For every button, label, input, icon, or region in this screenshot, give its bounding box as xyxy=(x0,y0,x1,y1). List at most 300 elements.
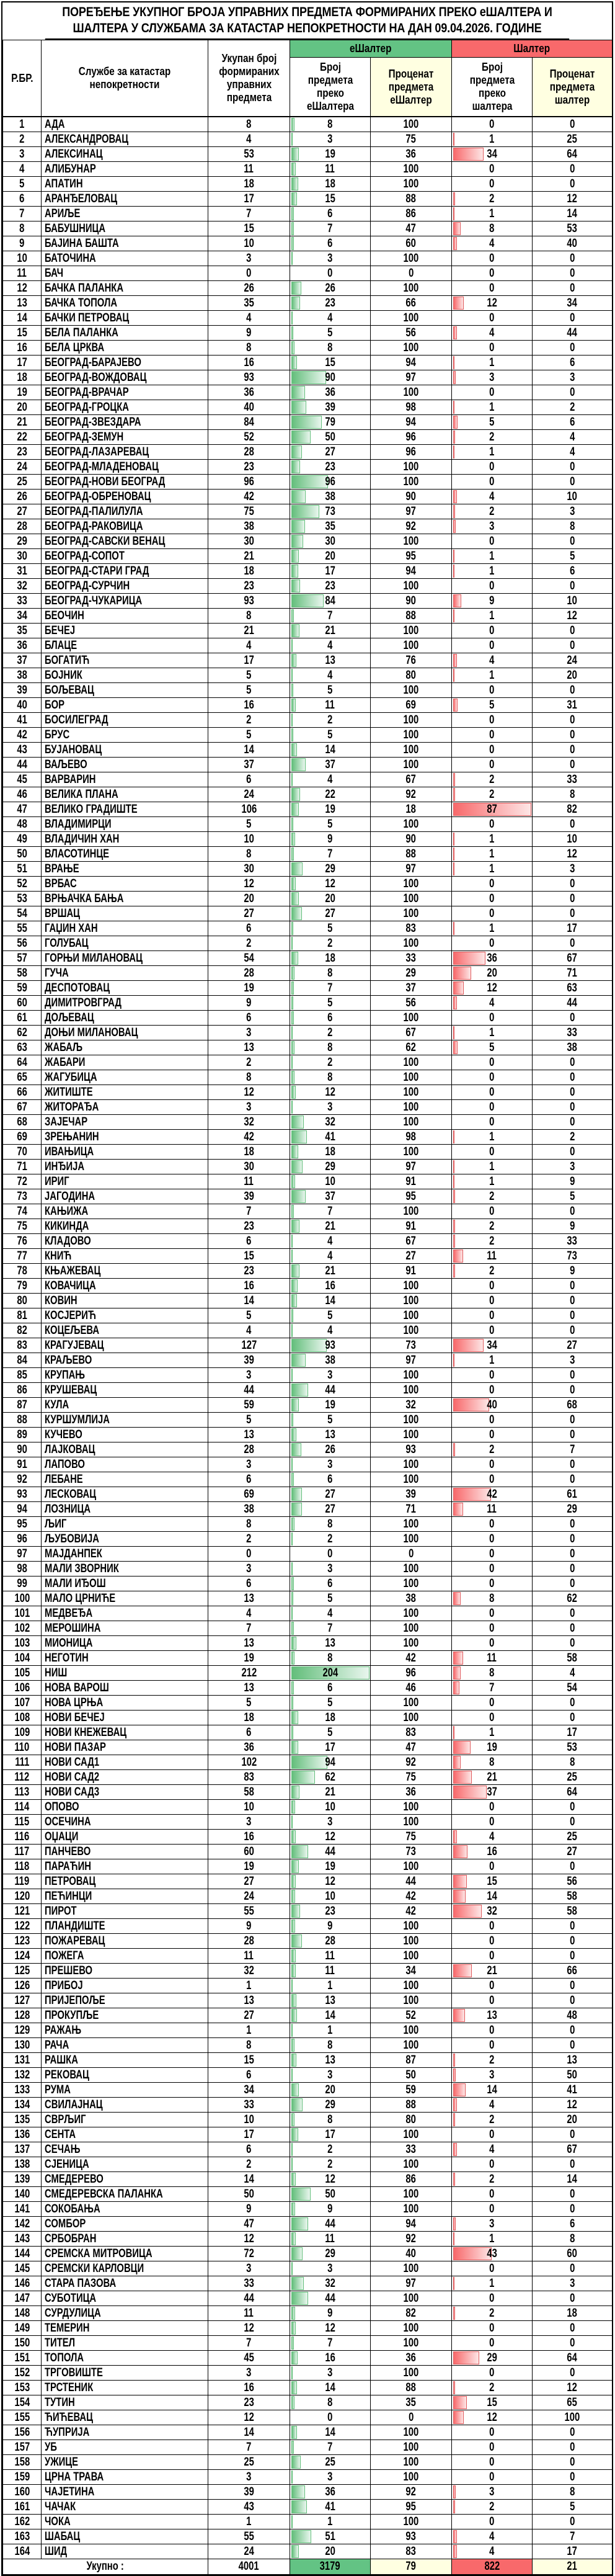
value-s: 1 xyxy=(489,207,495,220)
shalter-data-bar xyxy=(453,2381,455,2394)
cell-e-count xyxy=(290,1562,371,1576)
cell-rbr xyxy=(3,921,42,936)
cell-e-count xyxy=(290,132,371,147)
value-total: 6 xyxy=(246,1011,252,1024)
cell-s-percent xyxy=(533,296,613,311)
value-ep: 100 xyxy=(403,1204,419,1218)
value-n: 8 xyxy=(19,221,25,235)
cell-rbr xyxy=(3,1204,42,1219)
table-row xyxy=(3,1130,613,1145)
value-name: РАЖАЊ xyxy=(45,2023,82,2037)
eshalter-data-bar xyxy=(291,1086,296,1099)
shalter-data-bar xyxy=(453,1666,461,1679)
value-e: 13 xyxy=(325,2053,335,2067)
table-row xyxy=(3,892,613,906)
cell-rbr xyxy=(3,1711,42,1725)
shalter-data-bar xyxy=(453,192,455,205)
value-s: 12 xyxy=(487,981,497,995)
cell-office-name xyxy=(42,906,208,921)
cell-office-name xyxy=(42,1413,208,1428)
cell-s-percent xyxy=(533,1219,613,1234)
value-n: 125 xyxy=(14,1964,30,1977)
table-row xyxy=(3,1457,613,1472)
value-sp: 8 xyxy=(569,2485,575,2498)
value-ep: 100 xyxy=(403,877,419,890)
cell-office-name xyxy=(42,2261,208,2276)
value-ep: 42 xyxy=(405,1889,417,1903)
table-row xyxy=(3,1338,613,1353)
value-total: 93 xyxy=(244,594,254,607)
cell-s-count xyxy=(452,1279,533,1294)
value-ep: 100 xyxy=(403,162,419,176)
cell-s-percent xyxy=(533,2381,613,2395)
cell-s-count xyxy=(452,2202,533,2217)
value-n: 103 xyxy=(14,1636,30,1650)
value-sp: 100 xyxy=(564,2410,580,2424)
cell-office-name xyxy=(42,490,208,504)
value-sp: 0 xyxy=(569,2515,575,2528)
eshalter-data-bar xyxy=(291,2322,296,2335)
value-e: 8 xyxy=(327,966,333,980)
cell-rbr xyxy=(3,594,42,609)
value-total: 37 xyxy=(244,758,254,771)
cell-total xyxy=(208,1874,290,1889)
value-sp: 0 xyxy=(569,1711,575,1724)
value-n: 81 xyxy=(17,1308,27,1322)
value-n: 113 xyxy=(14,1785,30,1799)
value-name: ШИД xyxy=(45,2544,68,2558)
value-ep: 69 xyxy=(405,698,417,712)
cell-office-name xyxy=(42,1338,208,1353)
cell-s-count xyxy=(452,1398,533,1413)
cell-e-percent xyxy=(371,1889,452,1904)
value-name: ПОЖАРЕВАЦ xyxy=(45,1934,105,1948)
value-name: ГОЛУБАЦ xyxy=(45,936,89,950)
value-s: 0 xyxy=(489,1308,495,1322)
cell-e-percent xyxy=(371,2023,452,2038)
eshalter-data-bar xyxy=(291,207,294,220)
cell-e-count xyxy=(290,356,371,370)
table-row xyxy=(3,1547,613,1562)
value-name: ПРИЈЕПОЉЕ xyxy=(45,1993,105,2007)
eshalter-data-bar xyxy=(291,1458,293,1471)
cell-office-name xyxy=(42,772,208,787)
value-s: 1 xyxy=(489,1353,495,1367)
value-name: КЛАДОВО xyxy=(45,1234,91,1248)
table-row xyxy=(3,609,613,624)
value-ep: 94 xyxy=(405,2217,417,2230)
value-sp: 0 xyxy=(569,251,575,265)
cell-s-percent xyxy=(533,519,613,534)
table-row xyxy=(3,1145,613,1160)
value-total: 59 xyxy=(244,1398,254,1411)
table-row xyxy=(3,1889,613,1904)
value-e: 14 xyxy=(325,2425,335,2439)
value-e: 3 xyxy=(327,1457,333,1471)
table-row xyxy=(3,1859,613,1874)
cell-s-percent xyxy=(533,2351,613,2366)
shalter-data-bar xyxy=(453,416,458,429)
cell-rbr xyxy=(3,1830,42,1845)
value-total: 2 xyxy=(246,713,252,727)
table-row xyxy=(3,1308,613,1323)
table-row xyxy=(3,1576,613,1591)
cell-s-percent xyxy=(533,1145,613,1160)
eshalter-data-bar xyxy=(291,1309,293,1322)
value-s: 15 xyxy=(487,2395,497,2409)
cell-s-count xyxy=(452,653,533,668)
cell-e-percent xyxy=(371,2247,452,2261)
value-sp: 27 xyxy=(567,1338,578,1352)
shalter-data-bar xyxy=(453,1264,455,1277)
cell-e-percent xyxy=(371,2276,452,2291)
eshalter-data-bar xyxy=(291,1830,296,1843)
cell-e-percent xyxy=(371,1308,452,1323)
cell-e-count xyxy=(290,281,371,296)
value-total: 4 xyxy=(246,638,252,652)
cell-s-count xyxy=(452,2053,533,2068)
cell-e-percent xyxy=(371,1770,452,1785)
cell-total xyxy=(208,1279,290,1294)
value-total: 8 xyxy=(246,117,252,131)
value-ep: 100 xyxy=(403,758,419,771)
cell-e-count xyxy=(290,1457,371,1472)
value-e: 44 xyxy=(325,1383,335,1397)
value-ep: 88 xyxy=(405,2381,417,2394)
cell-e-count xyxy=(290,504,371,519)
value-ep: 100 xyxy=(403,713,419,727)
eshalter-data-bar xyxy=(291,1443,301,1456)
table-row xyxy=(3,2291,613,2306)
value-n: 84 xyxy=(17,1353,27,1367)
value-name: ТОПОЛА xyxy=(45,2351,84,2364)
cell-e-count xyxy=(290,147,371,162)
value-name: СМЕДЕРЕВО xyxy=(45,2172,104,2186)
cell-total xyxy=(208,1085,290,1100)
cell-office-name xyxy=(42,847,208,862)
table-row xyxy=(3,1979,613,1993)
value-e: 27 xyxy=(325,1502,335,1516)
shalter-data-bar xyxy=(453,2143,457,2156)
cell-s-count xyxy=(452,2470,533,2485)
eshalter-data-bar xyxy=(291,803,299,816)
value-s: 1 xyxy=(489,445,495,458)
value-e: 8 xyxy=(327,1040,333,1054)
cell-e-count xyxy=(290,2395,371,2410)
table-row xyxy=(3,1442,613,1457)
value-name: БАЧ xyxy=(45,266,64,280)
value-total: 3 xyxy=(246,1457,252,1471)
value-ep: 59 xyxy=(405,2083,417,2096)
value-s: 42 xyxy=(487,1487,497,1501)
value-ep: 100 xyxy=(403,2291,419,2305)
shalter-data-bar xyxy=(453,490,457,503)
cell-total xyxy=(208,1547,290,1562)
value-total: 13 xyxy=(244,1040,254,1054)
cell-s-count xyxy=(452,117,533,132)
value-s: 1 xyxy=(489,1174,495,1188)
value-ep: 100 xyxy=(403,683,419,697)
cell-total xyxy=(208,609,290,624)
value-n: 141 xyxy=(14,2202,30,2216)
cell-e-count xyxy=(290,1949,371,1964)
table-row xyxy=(3,1219,613,1234)
shalter-data-bar xyxy=(453,847,454,861)
cell-s-count xyxy=(452,162,533,177)
cell-s-count xyxy=(452,1904,533,1919)
cell-total xyxy=(208,564,290,579)
value-e: 27 xyxy=(325,906,335,920)
header-group-shalter xyxy=(452,40,613,58)
value-e: 23 xyxy=(325,1904,335,1918)
cell-e-count xyxy=(290,1815,371,1830)
eshalter-data-bar xyxy=(291,1011,294,1024)
value-s: 8 xyxy=(489,1591,495,1605)
cell-rbr xyxy=(3,1026,42,1040)
value-total: 23 xyxy=(244,1219,254,1233)
cell-total xyxy=(208,1576,290,1591)
value-sp: 24 xyxy=(567,653,578,667)
value-s: 0 xyxy=(489,1085,495,1099)
value-name: ВРЊАЧКА БАЊА xyxy=(45,892,124,905)
cell-e-percent xyxy=(371,892,452,906)
value-total: 36 xyxy=(244,1740,254,1754)
cell-s-count xyxy=(452,594,533,609)
value-ep: 92 xyxy=(405,787,417,801)
cell-s-count xyxy=(452,445,533,460)
cell-rbr xyxy=(3,2187,42,2202)
value-sp: 0 xyxy=(569,758,575,771)
value-name: ШАБАЦ xyxy=(45,2529,81,2543)
value-e: 8 xyxy=(327,117,333,131)
value-total: 9 xyxy=(246,2202,252,2216)
value-total: 212 xyxy=(241,1666,257,1679)
value-n: 63 xyxy=(17,1040,27,1054)
value-sp: 64 xyxy=(567,147,578,161)
value-e: 39 xyxy=(325,400,335,414)
value-sp: 0 xyxy=(569,1979,575,1992)
value-total: 12 xyxy=(244,1085,254,1099)
cell-s-count xyxy=(452,2455,533,2470)
value-name: БУЈАНОВАЦ xyxy=(45,743,102,756)
value-name: ДОЊИ МИЛАНОВАЦ xyxy=(45,1026,138,1039)
value-total: 28 xyxy=(244,1934,254,1948)
value-sp: 0 xyxy=(569,1859,575,1873)
table-row xyxy=(3,713,613,728)
value-s: 0 xyxy=(489,251,495,265)
value-sp: 41 xyxy=(567,2083,578,2096)
cell-e-count xyxy=(290,1904,371,1919)
cell-office-name xyxy=(42,936,208,951)
cell-office-name xyxy=(42,2321,208,2336)
value-name: СОКОБАЊА xyxy=(45,2202,100,2216)
cell-total xyxy=(208,2336,290,2351)
table-row xyxy=(3,1279,613,1294)
cell-office-name xyxy=(42,1636,208,1651)
value-n: 149 xyxy=(14,2321,30,2335)
value-ep: 92 xyxy=(405,1755,417,1769)
value-n: 148 xyxy=(14,2306,30,2320)
value-s: 21 xyxy=(487,1964,497,1977)
value-sp: 9 xyxy=(569,1174,575,1188)
cell-s-percent xyxy=(533,400,613,415)
cell-rbr xyxy=(3,1949,42,1964)
cell-office-name xyxy=(42,2113,208,2127)
value-n: 112 xyxy=(14,1770,30,1784)
cell-e-percent xyxy=(371,2038,452,2053)
value-sp: 6 xyxy=(569,356,575,369)
cell-e-count xyxy=(290,906,371,921)
eshalter-data-bar xyxy=(291,773,293,786)
value-name: МИОНИЦА xyxy=(45,1636,93,1650)
table-row xyxy=(3,966,613,981)
cell-office-name xyxy=(42,1487,208,1502)
eshalter-data-bar xyxy=(291,2024,293,2037)
cell-e-percent xyxy=(371,862,452,877)
cell-office-name xyxy=(42,817,208,832)
cell-total xyxy=(208,1457,290,1472)
cell-total xyxy=(208,847,290,862)
table-row xyxy=(3,326,613,341)
cell-office-name xyxy=(42,1606,208,1621)
cell-office-name xyxy=(42,2395,208,2410)
cell-s-count xyxy=(452,579,533,594)
eshalter-data-bar xyxy=(291,2515,293,2528)
cell-s-percent xyxy=(533,2187,613,2202)
cell-s-count xyxy=(452,1576,533,1591)
shalter-data-bar xyxy=(453,594,461,607)
cell-e-percent xyxy=(371,2202,452,2217)
eshalter-data-bar xyxy=(291,2381,297,2394)
value-name: БЕОГРАД-ВРАЧАР xyxy=(45,385,129,399)
cell-office-name xyxy=(42,2306,208,2321)
cell-s-count xyxy=(452,2098,533,2113)
cell-office-name xyxy=(42,1845,208,1859)
value-total: 96 xyxy=(244,475,254,488)
value-sp: 0 xyxy=(569,1413,575,1426)
cell-rbr xyxy=(3,370,42,385)
value-name: ВЛАДИЧИН ХАН xyxy=(45,832,120,846)
cell-s-percent xyxy=(533,1845,613,1859)
cell-s-percent xyxy=(533,1115,613,1130)
cell-e-percent xyxy=(371,1204,452,1219)
cell-e-count xyxy=(290,1249,371,1264)
value-total: 52 xyxy=(244,430,254,444)
value-n: 160 xyxy=(14,2485,30,2498)
cell-s-percent xyxy=(533,281,613,296)
shalter-data-bar xyxy=(453,445,454,458)
cell-total xyxy=(208,1562,290,1576)
cell-total xyxy=(208,877,290,892)
cell-office-name xyxy=(42,177,208,192)
value-n: 53 xyxy=(17,892,27,905)
cell-total xyxy=(208,1800,290,1815)
value-sp: 0 xyxy=(569,1576,575,1590)
cell-e-count xyxy=(290,2098,371,2113)
value-ep: 100 xyxy=(403,2366,419,2379)
cell-office-name xyxy=(42,1070,208,1085)
value-n: 139 xyxy=(14,2172,30,2186)
cell-total xyxy=(208,2127,290,2142)
value-total: 12 xyxy=(244,2321,254,2335)
value-sp: 0 xyxy=(569,341,575,354)
value-total: 39 xyxy=(244,1189,254,1203)
cell-s-count xyxy=(452,1785,533,1800)
value-e: 8 xyxy=(327,2395,333,2409)
table-row xyxy=(3,251,613,266)
cell-office-name xyxy=(42,2083,208,2098)
cell-total xyxy=(208,1174,290,1189)
value-sp: 0 xyxy=(569,1532,575,1545)
value-n: 33 xyxy=(17,594,27,607)
value-s: 4 xyxy=(489,236,495,250)
value-s: 0 xyxy=(489,1934,495,1948)
value-e: 32 xyxy=(325,1115,335,1129)
value-name: КЊАЖЕВАЦ xyxy=(45,1264,101,1277)
value-n: 135 xyxy=(14,2113,30,2126)
value-s: 0 xyxy=(489,2321,495,2335)
cell-office-name xyxy=(42,1055,208,1070)
value-s: 15 xyxy=(487,1874,497,1888)
value-ep: 100 xyxy=(403,177,419,190)
value-n: 41 xyxy=(17,713,27,727)
cell-rbr xyxy=(3,981,42,996)
cell-s-count xyxy=(452,787,533,802)
value-name: ТИТЕЛ xyxy=(45,2336,76,2350)
cell-total xyxy=(208,281,290,296)
cell-rbr xyxy=(3,1085,42,1100)
value-s: 1 xyxy=(489,2232,495,2245)
value-sp: 48 xyxy=(567,2008,578,2022)
cell-s-count xyxy=(452,1100,533,1115)
cell-office-name xyxy=(42,2068,208,2083)
cell-rbr xyxy=(3,2410,42,2425)
cell-e-count xyxy=(290,1383,371,1398)
cell-total xyxy=(208,147,290,162)
cell-e-percent xyxy=(371,311,452,326)
value-n: 80 xyxy=(17,1294,27,1307)
value-ep: 100 xyxy=(403,1472,419,1486)
cell-rbr xyxy=(3,1874,42,1889)
cell-e-count xyxy=(290,2157,371,2172)
value-ep: 100 xyxy=(403,624,419,637)
eshalter-data-bar xyxy=(291,2158,293,2171)
cell-total xyxy=(208,475,290,490)
cell-s-percent xyxy=(533,1130,613,1145)
cell-total xyxy=(208,2321,290,2336)
value-sp: 3 xyxy=(569,1353,575,1367)
cell-s-percent xyxy=(533,236,613,251)
value-n: 21 xyxy=(17,415,27,429)
cell-rbr xyxy=(3,668,42,683)
value-e: 7 xyxy=(327,2336,333,2350)
value-n: 151 xyxy=(14,2351,30,2364)
value-total: 18 xyxy=(244,564,254,578)
eshalter-data-bar xyxy=(291,892,299,905)
cell-e-count xyxy=(290,1800,371,1815)
value-name: КОВАЧИЦА xyxy=(45,1279,96,1292)
value-n: 44 xyxy=(17,758,27,771)
eshalter-data-bar xyxy=(291,1607,293,1620)
shalter-data-bar xyxy=(453,1741,471,1754)
cell-e-percent xyxy=(371,1040,452,1055)
value-n: 111 xyxy=(14,1755,30,1769)
value-name: БЕОГРАД-НОВИ БЕОГРАД xyxy=(45,475,166,488)
eshalter-data-bar xyxy=(291,445,302,458)
cell-rbr xyxy=(3,1219,42,1234)
value-name: ЧАЧАК xyxy=(45,2500,76,2513)
shalter-data-bar xyxy=(453,1175,454,1188)
